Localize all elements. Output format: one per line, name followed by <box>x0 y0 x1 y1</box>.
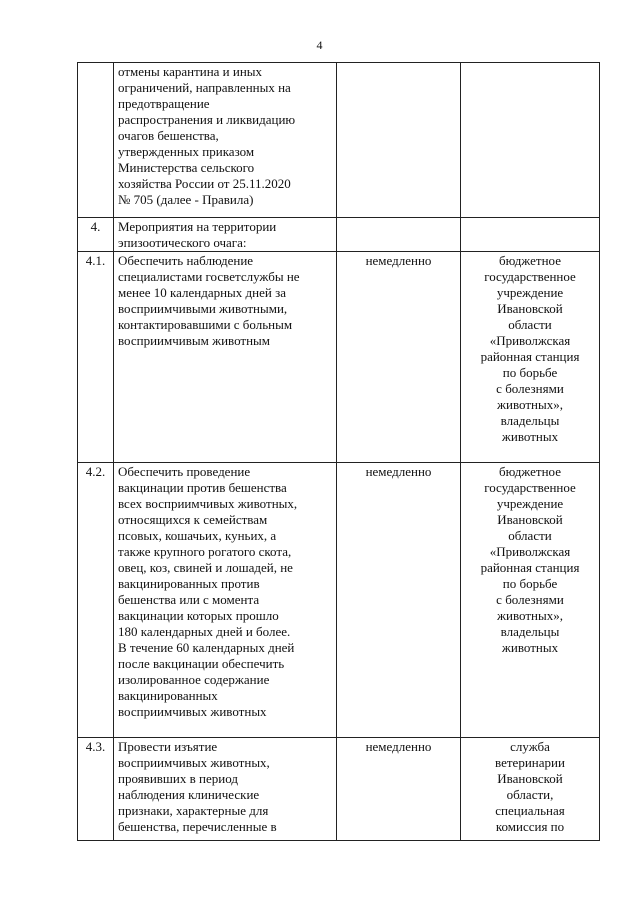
measures-table <box>77 62 600 841</box>
item-number-cell: 4.3. <box>78 738 114 841</box>
table-row <box>78 463 600 738</box>
responsible-cell <box>461 63 600 218</box>
responsible-cell: служба ветеринарии Ивановской области, специальная комиссия по <box>461 738 600 841</box>
deadline-cell <box>337 63 461 218</box>
measure-text-cell: Обеспечить проведение вакцинации против бешенства всех восприимчивых животных, относящихся к семействам псовых, кошачьих, куньих, а также крупного рогатого скота, овец, коз, свиней и лошадей, не вакцинированных против бешенства или с момента вакцинации которых прошло 180 календарных дней и более. В течение 60 календарных дней после вакцинации обеспечить изолированное содержание вакцинированных восприимчивых животных <box>114 463 337 738</box>
item-number-cell: 4.1. <box>78 252 114 463</box>
item-number-cell: 4. <box>78 218 114 252</box>
deadline-cell: немедленно <box>337 738 461 841</box>
table-row <box>78 218 600 252</box>
page-number: 4 <box>316 38 323 52</box>
responsible-cell <box>461 218 600 252</box>
responsible-cell: бюджетное государственное учреждение Ивановской области «Приволжская районная станция по борьбе с болезнями животных», владельцы животных <box>461 252 600 463</box>
table-row <box>78 738 600 841</box>
measure-text-cell: Провести изъятие восприимчивых животных, проявивших в период наблюдения клинические признаки, характерные для бешенства, перечисленные в <box>114 738 337 841</box>
measure-text-cell: Обеспечить наблюдение специалистами госветслужбы не менее 10 календарных дней за восприимчивыми животными, контактировавшими с больным восприимчивым животным <box>114 252 337 463</box>
measure-text-cell: Мероприятия на территории эпизоотического очага: <box>114 218 337 252</box>
deadline-cell: немедленно <box>337 463 461 738</box>
table-row <box>78 63 600 218</box>
deadline-cell: немедленно <box>337 252 461 463</box>
measure-text-cell: отмены карантина и иных ограничений, направленных на предотвращение распространения и ликвидацию очагов бешенства, утвержденных приказом Министерства сельского хозяйства России от 25.11.2020 № 705 (далее - Правила) <box>114 63 337 218</box>
table-row <box>78 252 600 463</box>
deadline-cell <box>337 218 461 252</box>
item-number-cell: 4.2. <box>78 463 114 738</box>
responsible-cell: бюджетное государственное учреждение Ивановской области «Приволжская районная станция по борьбе с болезнями животных», владельцы животных <box>461 463 600 738</box>
item-number-cell <box>78 63 114 218</box>
